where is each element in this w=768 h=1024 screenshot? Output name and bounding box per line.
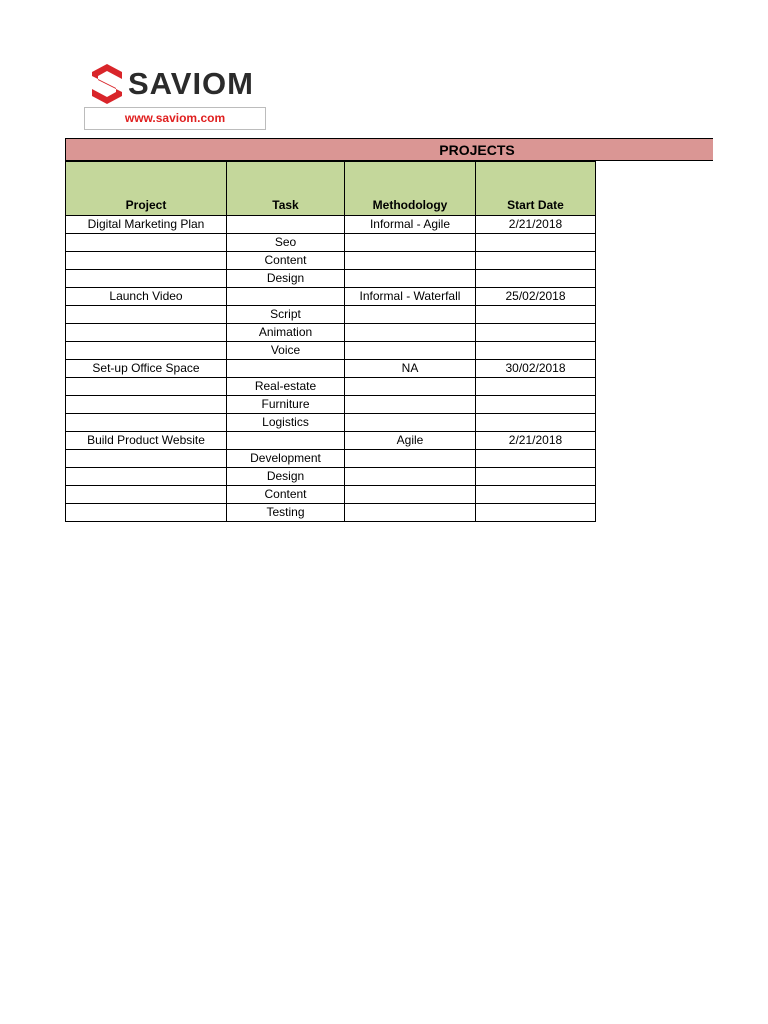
start-date-cell[interactable]: [476, 270, 596, 288]
project-cell[interactable]: [66, 396, 227, 414]
start-date-cell[interactable]: [476, 342, 596, 360]
methodology-cell[interactable]: Informal - Waterfall: [345, 288, 476, 306]
start-date-cell[interactable]: [476, 504, 596, 522]
column-header-start-date[interactable]: Start Date: [476, 162, 596, 216]
task-cell[interactable]: Real-estate: [227, 378, 345, 396]
start-date-cell[interactable]: 30/02/2018: [476, 360, 596, 378]
methodology-cell[interactable]: [345, 270, 476, 288]
brand-name: SAVIOM: [128, 66, 254, 101]
project-cell[interactable]: [66, 342, 227, 360]
column-header-methodology[interactable]: Methodology: [345, 162, 476, 216]
project-cell[interactable]: Set-up Office Space: [66, 360, 227, 378]
project-cell[interactable]: [66, 414, 227, 432]
project-cell[interactable]: Digital Marketing Plan: [66, 216, 227, 234]
projects-title-bar: [65, 138, 713, 161]
task-cell[interactable]: Design: [227, 270, 345, 288]
methodology-cell[interactable]: Informal - Agile: [345, 216, 476, 234]
methodology-cell[interactable]: [345, 468, 476, 486]
table-row: [66, 486, 596, 504]
task-cell[interactable]: Animation: [227, 324, 345, 342]
methodology-cell[interactable]: [345, 306, 476, 324]
table-row: [66, 288, 596, 306]
project-cell[interactable]: [66, 324, 227, 342]
start-date-cell[interactable]: 2/21/2018: [476, 432, 596, 450]
table-row: [66, 378, 596, 396]
project-cell[interactable]: [66, 378, 227, 396]
task-cell[interactable]: Logistics: [227, 414, 345, 432]
methodology-cell[interactable]: [345, 396, 476, 414]
methodology-cell[interactable]: [345, 504, 476, 522]
project-cell[interactable]: [66, 468, 227, 486]
task-cell[interactable]: Furniture: [227, 396, 345, 414]
table-row: [66, 414, 596, 432]
start-date-cell[interactable]: 2/21/2018: [476, 216, 596, 234]
saviom-s-mark-icon: [92, 64, 122, 104]
start-date-cell[interactable]: 25/02/2018: [476, 288, 596, 306]
methodology-cell[interactable]: [345, 414, 476, 432]
start-date-cell[interactable]: [476, 306, 596, 324]
task-cell[interactable]: Seo: [227, 234, 345, 252]
table-row: [66, 504, 596, 522]
table-row: [66, 306, 596, 324]
methodology-cell[interactable]: NA: [345, 360, 476, 378]
task-cell[interactable]: Testing: [227, 504, 345, 522]
task-cell[interactable]: Content: [227, 486, 345, 504]
column-header-task[interactable]: Task: [227, 162, 345, 216]
methodology-cell[interactable]: [345, 450, 476, 468]
task-cell[interactable]: [227, 216, 345, 234]
methodology-cell[interactable]: [345, 378, 476, 396]
start-date-cell[interactable]: [476, 252, 596, 270]
task-cell[interactable]: Content: [227, 252, 345, 270]
project-cell[interactable]: [66, 504, 227, 522]
table-row: [66, 468, 596, 486]
table-row: [66, 432, 596, 450]
projects-table: [65, 161, 596, 522]
start-date-cell[interactable]: [476, 486, 596, 504]
methodology-cell[interactable]: [345, 234, 476, 252]
table-row: [66, 270, 596, 288]
methodology-cell[interactable]: [345, 486, 476, 504]
start-date-cell[interactable]: [476, 378, 596, 396]
table-row: [66, 342, 596, 360]
methodology-cell[interactable]: [345, 342, 476, 360]
project-cell[interactable]: [66, 234, 227, 252]
task-cell[interactable]: Development: [227, 450, 345, 468]
start-date-cell[interactable]: [476, 324, 596, 342]
methodology-cell[interactable]: [345, 324, 476, 342]
task-cell[interactable]: [227, 360, 345, 378]
start-date-cell[interactable]: [476, 396, 596, 414]
project-cell[interactable]: [66, 450, 227, 468]
table-row: [66, 396, 596, 414]
project-cell[interactable]: [66, 306, 227, 324]
task-cell[interactable]: Voice: [227, 342, 345, 360]
website-link[interactable]: www.saviom.com: [84, 107, 266, 130]
project-cell[interactable]: [66, 252, 227, 270]
methodology-cell[interactable]: Agile: [345, 432, 476, 450]
task-cell[interactable]: Script: [227, 306, 345, 324]
table-row: [66, 234, 596, 252]
start-date-cell[interactable]: [476, 468, 596, 486]
header-row: [66, 162, 596, 216]
project-cell[interactable]: Launch Video: [66, 288, 227, 306]
table-row: [66, 450, 596, 468]
table-row: [66, 252, 596, 270]
table-row: [66, 216, 596, 234]
task-cell[interactable]: [227, 288, 345, 306]
table-row: [66, 360, 596, 378]
task-cell[interactable]: [227, 432, 345, 450]
sheet-title: PROJECTS: [439, 142, 515, 158]
project-cell[interactable]: Build Product Website: [66, 432, 227, 450]
start-date-cell[interactable]: [476, 414, 596, 432]
table-row: [66, 324, 596, 342]
table-body: [66, 216, 596, 522]
task-cell[interactable]: Design: [227, 468, 345, 486]
project-cell[interactable]: [66, 270, 227, 288]
column-header-project[interactable]: Project: [66, 162, 227, 216]
project-cell[interactable]: [66, 486, 227, 504]
start-date-cell[interactable]: [476, 450, 596, 468]
start-date-cell[interactable]: [476, 234, 596, 252]
saviom-logo: [92, 64, 254, 104]
methodology-cell[interactable]: [345, 252, 476, 270]
